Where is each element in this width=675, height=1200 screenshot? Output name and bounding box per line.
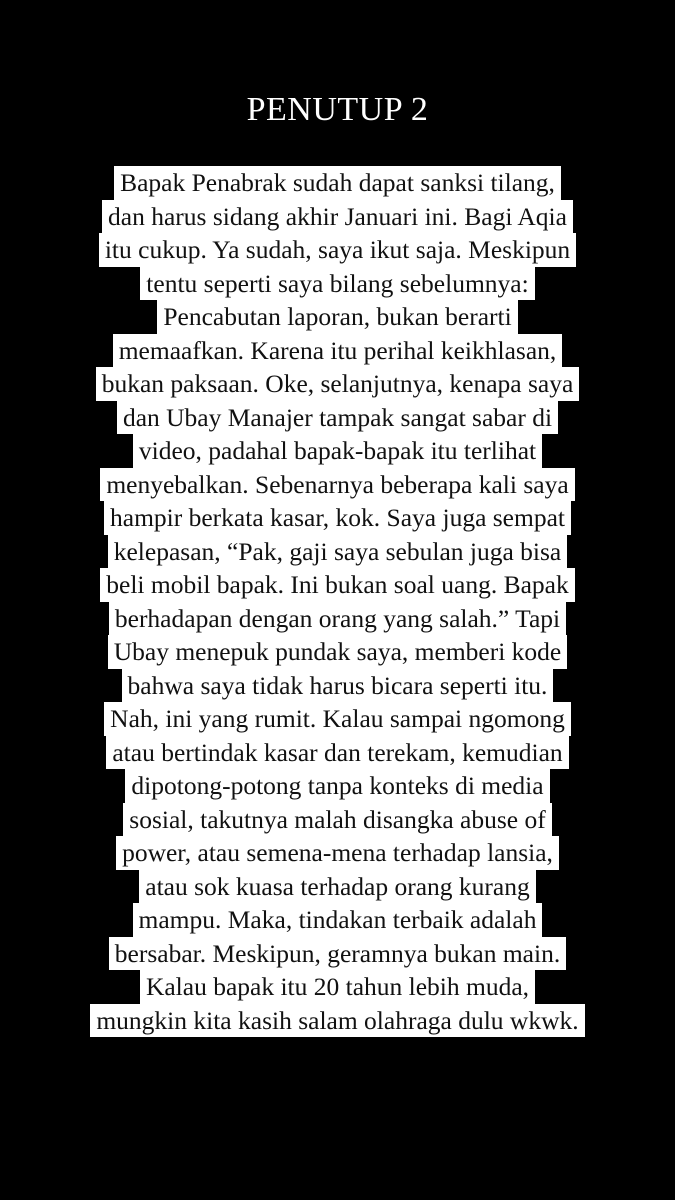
caption-line-text: mungkin kita kasih salam olahraga dulu wkwk.	[90, 1004, 584, 1038]
caption-line	[37, 870, 638, 904]
caption-line	[37, 702, 638, 736]
caption-line	[37, 937, 638, 971]
caption-line-text: beli mobil bapak. Ini bukan soal uang. Bapak	[100, 568, 574, 602]
caption-line-text: tentu seperti saya bilang sebelumnya:	[140, 267, 534, 301]
caption-line-text: video, padahal bapak-bapak itu terlihat	[133, 434, 542, 468]
caption-line	[37, 267, 638, 301]
caption-line-text: bahwa saya tidak harus bicara seperti itu.	[122, 669, 554, 703]
caption-line-text: mampu. Maka, tindakan terbaik adalah	[133, 903, 543, 937]
caption-line	[37, 434, 638, 468]
caption-line-text: kelepasan, “Pak, gaji saya sebulan juga bisa	[108, 535, 568, 569]
caption-line-text: Nah, ini yang rumit. Kalau sampai ngomong	[104, 702, 571, 736]
caption-line-text: itu cukup. Ya sudah, saya ikut saja. Meskipun	[99, 233, 576, 267]
caption-line-text: power, atau semena-mena terhadap lansia,	[116, 836, 559, 870]
caption-line	[37, 166, 638, 200]
caption-line-text: Pencabutan laporan, bukan berarti	[157, 300, 517, 334]
caption-line	[37, 635, 638, 669]
caption-line	[37, 769, 638, 803]
caption-line-text: bersabar. Meskipun, geramnya bukan main.	[109, 937, 566, 971]
caption-text-block	[37, 166, 638, 1037]
caption-line	[37, 1004, 638, 1038]
caption-line	[37, 367, 638, 401]
caption-line	[37, 535, 638, 569]
caption-line-text: dipotong-potong tanpa konteks di media	[125, 769, 549, 803]
caption-line	[37, 736, 638, 770]
caption-line-text: menyebalkan. Sebenarnya beberapa kali saya	[100, 468, 574, 502]
caption-line-text: memaafkan. Karena itu perihal keikhlasan,	[113, 334, 563, 368]
caption-line	[37, 233, 638, 267]
caption-line	[37, 970, 638, 1004]
caption-line-text: sosial, takutnya malah disangka abuse of	[123, 803, 551, 837]
caption-line-text: Ubay menepuk pundak saya, memberi kode	[108, 635, 568, 669]
caption-line	[37, 803, 638, 837]
caption-line	[37, 903, 638, 937]
caption-line-text: hampir berkata kasar, kok. Saya juga sempat	[104, 501, 571, 535]
caption-line	[37, 602, 638, 636]
caption-line-text: atau bertindak kasar dan terekam, kemudian	[106, 736, 568, 770]
caption-line	[37, 836, 638, 870]
caption-line	[37, 568, 638, 602]
caption-line	[37, 401, 638, 435]
caption-line-text: Bapak Penabrak sudah dapat sanksi tilang,	[114, 166, 561, 200]
caption-line-text: Kalau bapak itu 20 tahun lebih muda,	[140, 970, 535, 1004]
caption-line	[37, 334, 638, 368]
caption-line	[37, 200, 638, 234]
caption-line-text: bukan paksaan. Oke, selanjutnya, kenapa saya	[96, 367, 580, 401]
caption-line	[37, 501, 638, 535]
caption-line-text: berhadapan dengan orang yang salah.” Tapi	[109, 602, 566, 636]
caption-line-text: dan harus sidang akhir Januari ini. Bagi Aqia	[102, 200, 573, 234]
caption-line-text: dan Ubay Manajer tampak sangat sabar di	[117, 401, 558, 435]
caption-line	[37, 300, 638, 334]
caption-line-text: atau sok kuasa terhadap orang kurang	[139, 870, 535, 904]
slide-title: PENUTUP 2	[246, 91, 429, 128]
caption-line	[37, 468, 638, 502]
caption-line	[37, 669, 638, 703]
